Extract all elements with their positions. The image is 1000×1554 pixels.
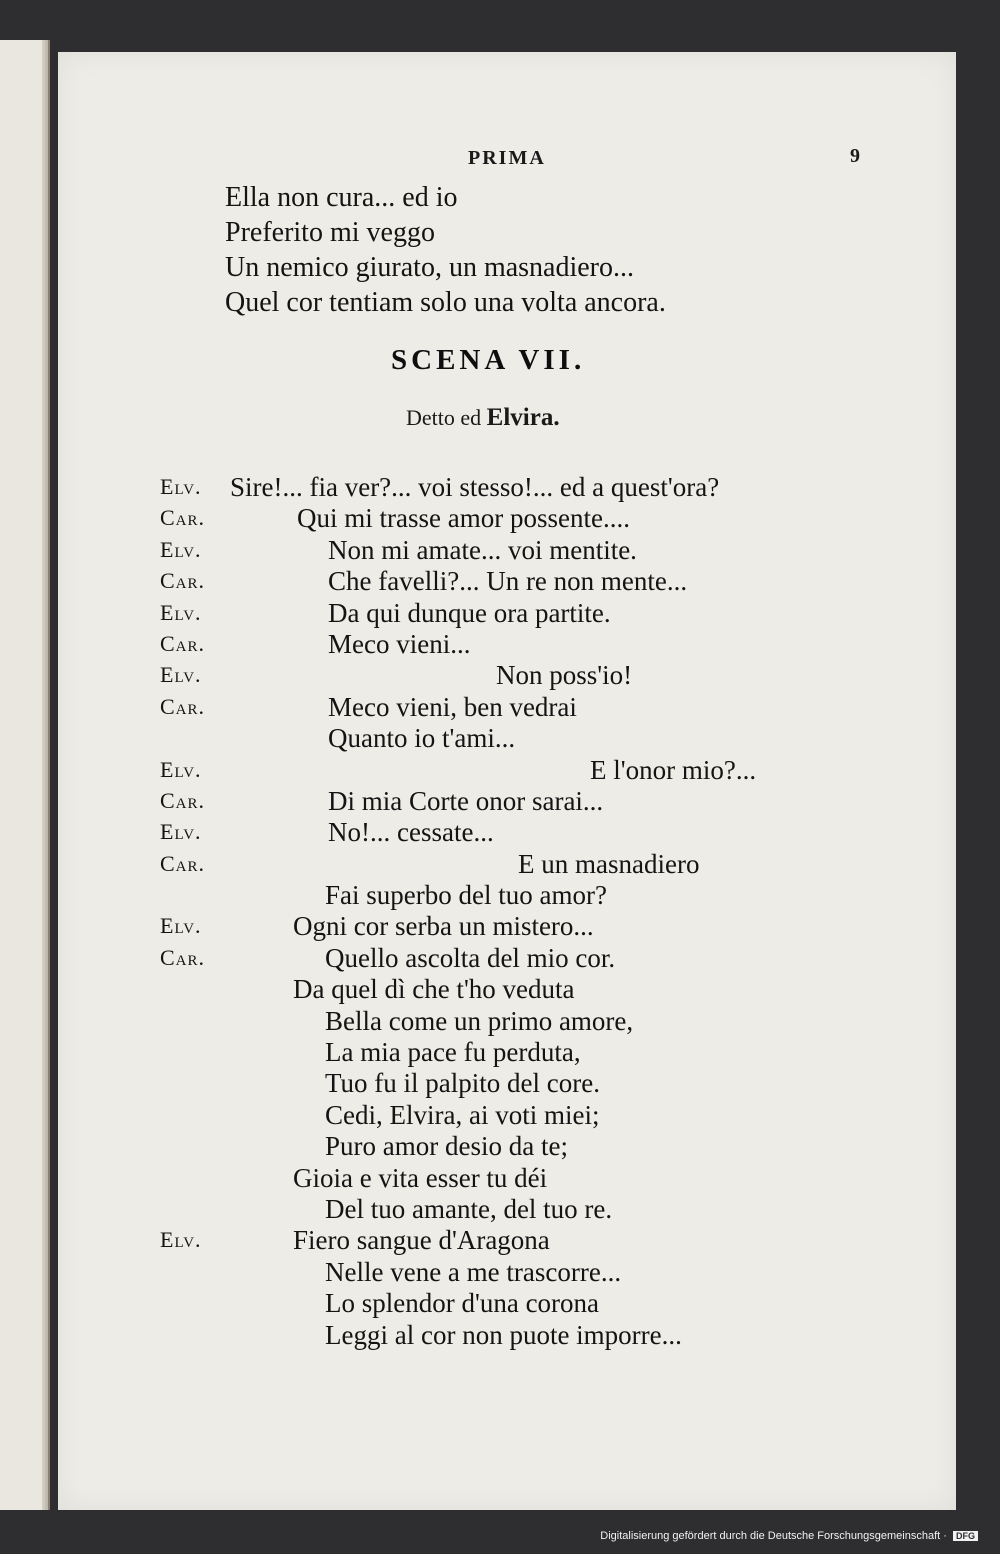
dialogue-line <box>160 566 940 597</box>
scene-title: SCENA VII. <box>391 344 586 376</box>
speaker-label: Elv. <box>160 662 202 688</box>
dialogue-line <box>160 723 940 754</box>
funding-footer <box>600 1530 978 1542</box>
dialogue-line <box>160 472 940 503</box>
dialogue-line <box>160 535 940 566</box>
verse-text: Da qui dunque ora partite. <box>328 597 611 628</box>
dialogue-line <box>160 1100 940 1131</box>
dialogue-line <box>160 1288 940 1319</box>
page-number: 9 <box>850 145 860 167</box>
funding-text: Digitalisierung gefördert durch die Deutsche Forschungsgemeinschaft · <box>600 1530 947 1542</box>
dialogue-line <box>160 911 940 942</box>
book-page <box>58 52 956 1510</box>
speaker-label: Elv. <box>160 474 202 499</box>
verse-line: Un nemico giurato, un masnadiero... <box>225 252 635 283</box>
verse-text: Leggi al cor non puote imporre... <box>325 1319 682 1350</box>
scene-characters-prefix: Detto ed <box>406 405 482 430</box>
verse-text: Lo splendor d'una corona <box>325 1288 600 1319</box>
speaker-label: Elv. <box>160 756 202 782</box>
dialogue-line <box>160 755 940 786</box>
dialogue-line <box>160 1163 940 1194</box>
speaker-label: Elv. <box>160 819 202 845</box>
speaker-label: Car. <box>160 505 206 531</box>
speaker-label: Car. <box>160 630 206 656</box>
speaker-label: Elv. <box>160 1227 202 1253</box>
intro-verse <box>225 180 666 320</box>
verse-text: Qui mi trasse amor possente.... <box>297 503 630 534</box>
dialogue-line <box>160 1131 940 1162</box>
speaker-label: Car. <box>160 787 206 813</box>
dialogue-line <box>160 849 940 880</box>
verse-line: Quel cor tentiam solo una volta ancora. <box>225 287 666 318</box>
speaker-label: Car. <box>160 944 206 970</box>
dialogue-line <box>160 1068 940 1099</box>
dialogue-line <box>160 974 940 1005</box>
dialogue-line <box>160 786 940 817</box>
verse-text: Quanto io t'ami... <box>328 723 516 754</box>
dialogue-line <box>160 817 940 848</box>
verse-text: Non poss'io! <box>496 660 633 691</box>
verse-text: E un masnadiero <box>518 848 700 879</box>
dialogue-line <box>160 1006 940 1037</box>
verse-text: Fai superbo del tuo amor? <box>325 880 607 911</box>
speaker-label: Elv. <box>160 913 202 939</box>
page-gutter <box>42 40 48 1510</box>
speaker-label: Elv. <box>160 599 202 625</box>
verse-text: Da quel dì che t'ho veduta <box>293 974 575 1005</box>
speaker-label: Car. <box>160 693 206 719</box>
verse-text: La mia pace fu perduta, <box>325 1037 581 1068</box>
dialogue-line <box>160 1037 940 1068</box>
dialogue-line <box>160 1225 940 1256</box>
verse-text: Di mia Corte onor sarai... <box>328 785 604 816</box>
verse-text: Ogni cor serba un mistero... <box>293 911 594 942</box>
verse-text: Meco vieni... <box>328 628 471 659</box>
scene-character-name: Elvira. <box>486 404 560 431</box>
dialogue-line <box>160 1320 940 1351</box>
dialogue-line <box>160 629 940 660</box>
dialogue-block <box>160 472 940 1351</box>
dialogue-line <box>160 598 940 629</box>
verse-text: Sire!... fia ver?... voi stesso!... ed a quest'ora? <box>230 472 720 502</box>
verse-text: No!... cessate... <box>328 817 494 848</box>
verse-text: Puro amor desio da te; <box>325 1131 568 1162</box>
verse-text: Che favelli?... Un re non mente... <box>328 566 688 597</box>
verse-text: Non mi amate... voi mentite. <box>328 534 637 565</box>
verse-line: Ella non cura... ed io <box>225 182 458 213</box>
speaker-label: Car. <box>160 850 206 876</box>
left-page-edge <box>0 40 50 1510</box>
scene-characters <box>406 404 560 432</box>
verse-text: Meco vieni, ben vedrai <box>328 691 577 722</box>
speaker-label: Car. <box>160 568 206 594</box>
dialogue-line <box>160 692 940 723</box>
dialogue-line <box>160 1194 940 1225</box>
verse-text: Quello ascolta del mio cor. <box>325 942 616 973</box>
verse-text: Tuo fu il palpito del core. <box>325 1068 600 1099</box>
running-head: PRIMA <box>468 147 546 169</box>
verse-text: Gioia e vita esser tu déi <box>293 1162 548 1193</box>
speaker-label: Elv. <box>160 536 202 562</box>
dfg-logo: DFG <box>953 1531 978 1541</box>
verse-text: Nelle vene a me trascorre... <box>325 1256 622 1287</box>
verse-text: Fiero sangue d'Aragona <box>293 1225 550 1256</box>
dialogue-line <box>160 660 940 691</box>
dialogue-line <box>160 943 940 974</box>
verse-text: Del tuo amante, del tuo re. <box>325 1193 613 1224</box>
dialogue-line <box>160 503 940 534</box>
verse-text: E l'onor mio?... <box>590 754 757 785</box>
dialogue-line <box>160 1257 940 1288</box>
verse-line: Preferito mi veggo <box>225 217 435 248</box>
verse-text: Bella come un primo amore, <box>325 1005 634 1036</box>
verse-text: Cedi, Elvira, ai voti miei; <box>325 1099 600 1130</box>
dialogue-line <box>160 880 940 911</box>
